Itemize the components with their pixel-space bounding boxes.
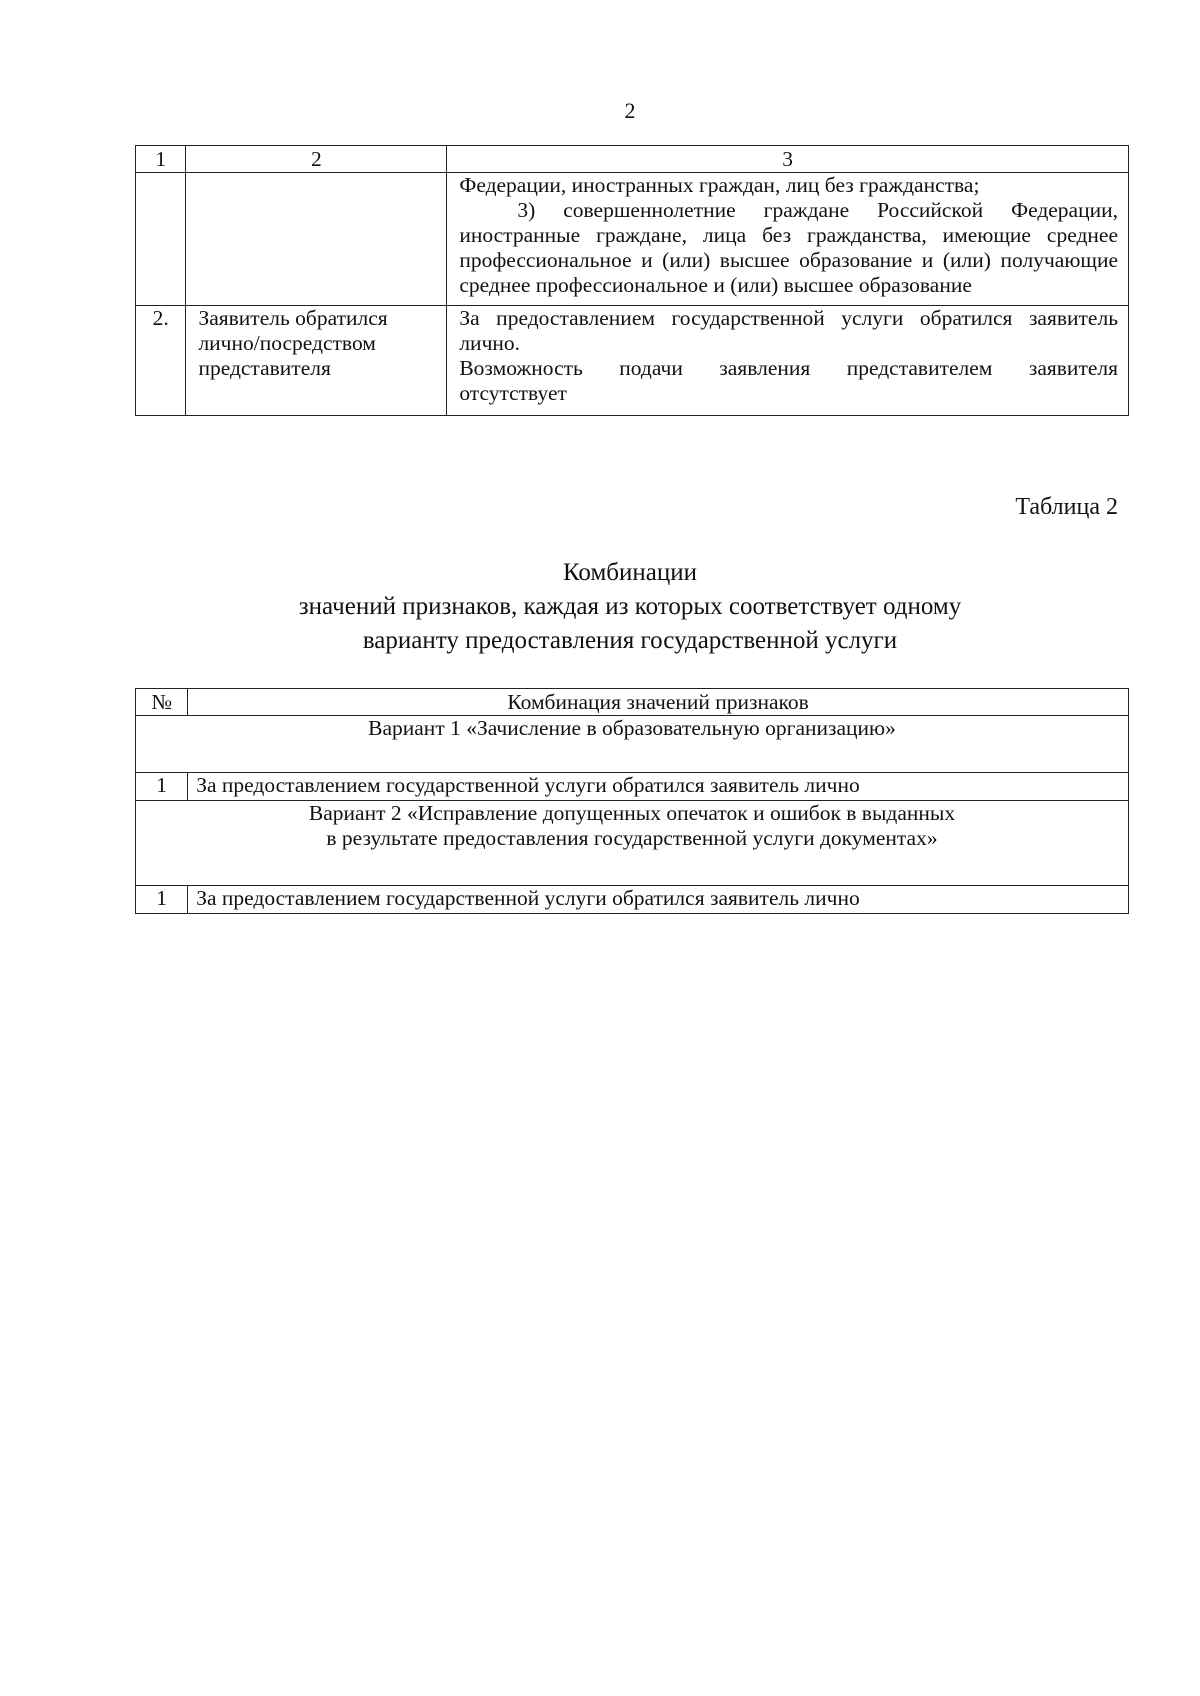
feature-text-line: лично/посредством xyxy=(198,331,376,355)
column-header-2: 2 xyxy=(186,146,447,173)
variant-row xyxy=(136,801,1129,886)
value-text-line: За предоставлением государственной услуги обратился заявитель xyxy=(459,306,1118,330)
variant-row xyxy=(136,716,1129,773)
value-text-line: среднее профессиональное и (или) высшее образование xyxy=(459,273,972,297)
variant-title: Вариант 1 «Зачисление в образовательную организацию» xyxy=(136,716,1129,773)
row-number-cell xyxy=(136,173,186,306)
row-number-cell: 1 xyxy=(136,773,188,801)
column-header-1: 1 xyxy=(136,146,186,173)
table-header-row xyxy=(136,689,1129,716)
value-text-line: профессиональное и (или) высшее образование и (или) получающие xyxy=(459,248,1118,272)
table-label: Таблица 2 xyxy=(1015,494,1118,520)
feature-cell xyxy=(186,173,447,306)
variant-title xyxy=(136,801,1129,886)
title-line: Комбинации xyxy=(563,559,697,586)
variant-title-line: Вариант 2 «Исправление допущенных опечаток и ошибок в выданных xyxy=(308,801,956,825)
row-number-cell: 1 xyxy=(136,886,188,914)
combinations-table xyxy=(135,688,1129,914)
table-row xyxy=(136,773,1129,801)
variant-title-line: в результате предоставления государственной услуги документах» xyxy=(326,826,938,850)
table-title xyxy=(0,556,1200,658)
feature-text-line: представителя xyxy=(198,356,331,380)
value-cell xyxy=(447,173,1129,306)
value-text-line: Федерации, иностранных граждан, лиц без гражданства; xyxy=(459,173,980,197)
value-text-line: отсутствует xyxy=(459,381,567,405)
title-line: варианту предоставления государственной услуги xyxy=(362,627,898,654)
column-header-combination: Комбинация значений признаков xyxy=(188,689,1129,716)
value-text-line: лично. xyxy=(459,331,521,355)
column-header-number: № xyxy=(136,689,188,716)
combination-cell: За предоставлением государственной услуги обратился заявитель лично xyxy=(188,773,1129,801)
column-header-3: 3 xyxy=(447,146,1129,173)
table-row xyxy=(136,173,1129,306)
feature-cell xyxy=(186,306,447,416)
table-header-row xyxy=(136,146,1129,173)
row-number-cell: 2. xyxy=(136,306,186,416)
value-cell xyxy=(447,306,1129,416)
table-row xyxy=(136,306,1129,416)
title-line: значений признаков, каждая из которых соответствует одному xyxy=(298,593,962,620)
combination-cell: За предоставлением государственной услуги обратился заявитель лично xyxy=(188,886,1129,914)
value-text-line: Возможность подачи заявления представителем заявителя xyxy=(459,356,1118,380)
table-row xyxy=(136,886,1129,914)
feature-text-line: Заявитель обратился xyxy=(198,306,388,330)
page-number: 2 xyxy=(624,98,636,123)
features-table xyxy=(135,145,1129,416)
value-text-line: 3) совершеннолетние граждане Российской Федерации, xyxy=(517,198,1118,222)
value-text-line: иностранные граждане, лица без гражданства, имеющие среднее xyxy=(459,223,1118,247)
